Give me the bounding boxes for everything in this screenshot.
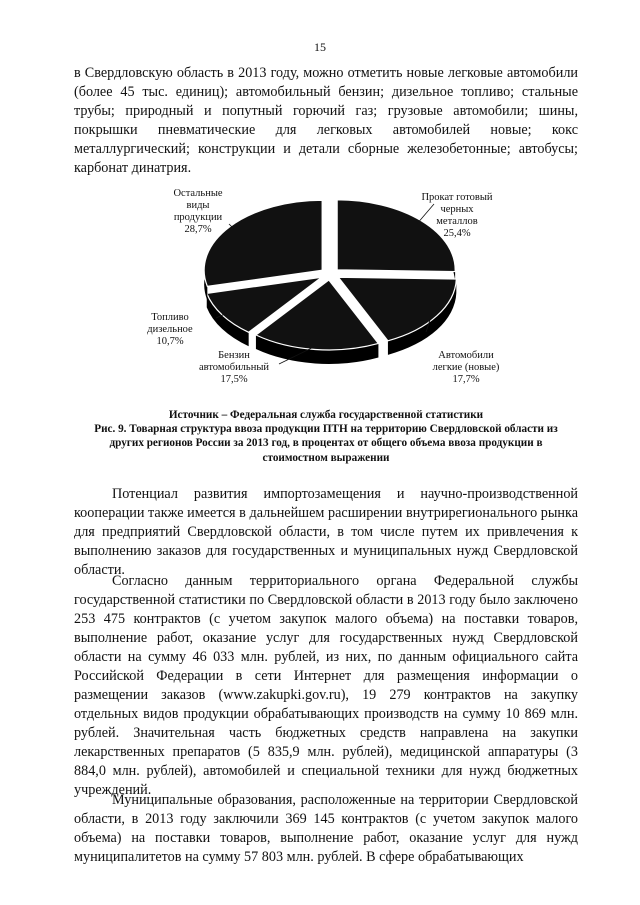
caption-line-1: Рис. 9. Товарная структура ввоза продукции ПТН на территорию Свердловской области из [94,423,558,436]
intro-paragraph: в Свердловскую область в 2013 году, можно отметить новые легковые автомобили (более 45 тыс. единиц); автомобильный бензин; дизельное топливо; стальные трубы; природный и попутный горючий газ; грузовые автомобили; шины, покрышки пневматические для легковых автомобилей новые; кокс металлургический; конструкции и детали сборные железобетонные; автобусы; карбонат динатрия. [74,65,578,176]
body-paragraph-3: Муниципальные образования, расположенные на территории Свердловской области, в 2013 году заключили 369 145 контрактов (с учетом закупок малого объема) на поставки товаров, выполнение работ, оказание услуг для нужд муниципалитетов на сумму 57 803 млн. рублей. В сфере обрабатывающих [74,792,578,865]
body-paragraph-1: Потенциал развития импортозамещения и научно-производственной кооперации также имеется в дальнейшем расширении внутрирегионального рынка для предприятий Свердловской области, в том числе путем их привлечения к выполнению заказов для государственных и муниципальных нужд Свердловской области. [74,486,578,578]
caption-line-3: стоимостном выражении [262,451,390,464]
pie-chart [74,182,578,414]
slice-prokat [337,200,455,286]
slice-prokat-top [337,200,455,272]
slice-toplivo-label: Топливо дизельное 10,7% [147,312,193,347]
slice-prokat-label: Прокат готовый черных металлов 25,4% [421,192,493,239]
slice-ostalnye-label: Остальные виды продукции 28,7% [173,188,223,235]
caption-source: Источник – Федеральная служба государственной статистики [168,409,484,421]
slice-benzin-label: Бензин автомобильный 17,5% [198,350,270,385]
pie-chart-figure [74,182,578,414]
page-number: 15 [314,40,326,54]
slice-avtomobili-label: Автомобили легкие (новые) 17,7% [432,350,500,385]
body-paragraph-2: Согласно данным территориального органа Федеральной службы государственной статистики по Свердловской области в 2013 году было заключено 253 475 контрактов (с учетом закупок малого объема) на поставки товаров, выполнение работ, оказание услуг для государственных нужд Свердловской области на сумму 46 033 млн. рублей, из них, по данным официального сайта Российской Федерации в сети Интернет для размещения информации о размещении заказов (www.zakupki.gov.ru), 19 279 контрактов на закупку отдельных видов продукции обрабатывающих производств на сумму 10 869 млн. рублей. Значительная часть бюджетных средств направлена на закупки лекарственных препаратов (5 835,9 млн. рублей), медицинской аппаратуры (3 884,0 млн. рублей), автомобилей и специальной техники для нужд бюджетных учреждений. [74,573,578,798]
slice-prokat-leader [417,204,434,223]
caption-line-2: других регионов России за 2013 год, в процентах от общего объема ввоза продукции в [109,437,543,450]
figure-caption [74,408,578,465]
